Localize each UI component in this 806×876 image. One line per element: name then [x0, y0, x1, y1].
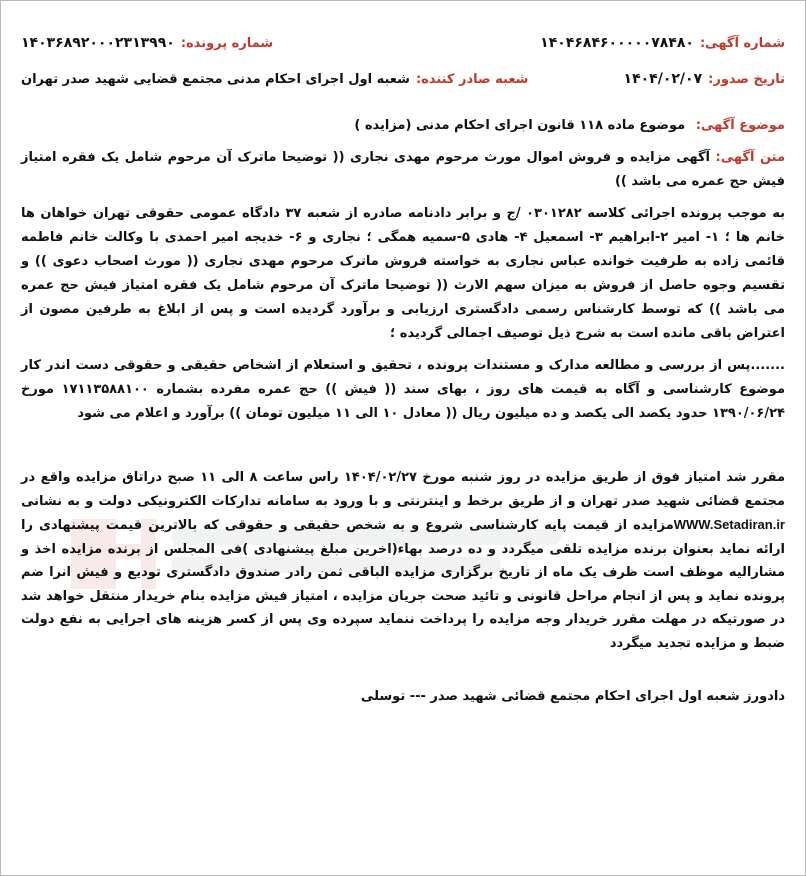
issuing-branch-label: شعبه صادر کننده: — [415, 72, 529, 87]
notice-number: ۱۴۰۴۶۸۴۶۰۰۰۰۰۷۸۴۸۰ — [540, 35, 694, 51]
header-row-2 — [21, 67, 785, 103]
notice-text — [21, 146, 785, 194]
website-link[interactable]: WWW.Setadiran.ir — [673, 517, 785, 532]
subject-value: موضوع ماده ۱۱۸ قانون اجرای احکام مدنی (مزایده ) — [354, 118, 686, 133]
case-number-field — [21, 31, 273, 56]
body-paragraph-3-start: مقرر شد امتیاز فوق از طریق مزایده در روز شنبه مورخ ۱۴۰۴/۰۲/۲۷ راس ساعت ۸ الی ۱۱ صبح دراتاق مزایده واقع در مجتمع قضائی شهید صدر تهران و از طریق برخط و اینترنتی و با ورود به سامانه تدارکات الکترونیکی دولت و به نشانی — [21, 470, 786, 509]
subject-line — [21, 114, 785, 144]
issuing-branch: شعبه اول اجرای احکام مدنی مجتمع قضایی شهید صدر تهران — [21, 72, 410, 87]
body-paragraph-1: به موجب پرونده اجرائی کلاسه ۰۳۰۱۲۸۲ /ج و برابر دادنامه صادره از شعبه ۳۷ دادگاه عمومی حقوقی تهران خواهان ها خانم ها ؛ ۱- امیر ۲-ابراهیم ۳- اسمعیل ۴- هادی ۵-سمیه همگی ؛ نجاری و ۶- خدیجه امیر احمدی با وکالت خانم فاطمه قائمی زاده به طرفیت خوانده عباس نجاری به خواسته فروش ماترک مرحوم مهدی نجاری (( مورث اصحاب دعوی )) و تقسیم وجوه حاصل از فروش به میزان سهم الارث (( توضیحا ماترک آن مرحوم شامل یک فقره امتیاز فیش حج عمره می باشد )) که توسط کارشناس رسمی دادگستری ارزیابی و برآورد گردیده است و پس از ابلاغ به طرفین مصون از اعتراض باقی مانده است به شرح ذیل توصیف اجمالی گردیده ؛ — [21, 206, 785, 341]
notice-text-label: متن آگهی: — [715, 150, 785, 165]
notice-number-label: شماره آگهی: — [699, 36, 785, 51]
subject-label: موضوع آگهی: — [695, 118, 785, 133]
issuing-branch-field — [21, 68, 528, 92]
notice-text-value: آگهی مزایده و فروش اموال مورث مرحوم مهدی نجاری (( توضیحا ماترک آن مرحوم شامل یک فقره امتیاز فیش حج عمره می باشد )) — [21, 150, 785, 189]
issue-date-label: تاریخ صدور: — [708, 72, 785, 87]
body-paragraph-2: .......پس از بررسی و مطالعه مدارک و مستندات پرونده ، تحقیق و استعلام از اشخاص حقیقی و حقوقی دست اندر کار موضوع کارشناسی و آگاه به قیمت های روز ، بهای سند (( فیش )) حج عمره مفرده بشماره ۱۷۱۱۳۵۸۸۱۰۰ مورخ ۱۳۹۰/۰۶/۲۴ حدود یکصد الی یکصد و ده میلیون ریال (( معادل ۱۰ الی ۱۱ میلیون تومان )) برآورد و اعلام می شود — [21, 358, 785, 421]
body-paragraph-3-end: مزایده از قیمت پایه کارشناسی شروع و به شخص حقیقی و حقوقی که بالاترین قیمت پیشنهادی را ارائه نماید بعنوان برنده مزایده تلقی میگردد و ده درصد بهاء(اخرین مبلغ پیشنهادی )فی المجلس از برنده مزایده اخذ و مشارالیه موظف است ظرف یک ماه از تاریخ برگزاری مزایده الباقی ثمن رادر صندوق دادگستری تودیع و فیش انرا ضم پرونده نماید و پس از انجام مراحل قانونی و تائید صحت جریان مزایده ، امتیاز فیش مزایده بنام خریدار منتقل خواهد شد در صورتیکه در مهلت مقرر خریدار وجه مزایده را پرداخت ننماید سپرده وی پس از کسر هزینه های اجرایی به نفع دولت ضبط و مزایده تجدید میگردد — [21, 518, 785, 651]
case-number: ۱۴۰۳۶۸۹۲۰۰۰۲۳۱۳۹۹۰ — [21, 35, 175, 51]
notice-number-field — [540, 31, 785, 56]
header-row-1 — [21, 31, 785, 67]
signature: دادورز شعبه اول اجرای احکام مجتمع قضائی شهید صدر --- توسلی — [360, 689, 785, 704]
issue-date: ۱۴۰۴/۰۲/۰۷ — [623, 71, 703, 87]
issue-date-field — [624, 67, 785, 92]
body-paragraph-3 — [21, 466, 785, 655]
case-number-label: شماره پرونده: — [180, 36, 274, 51]
notice-content — [1, 1, 805, 709]
